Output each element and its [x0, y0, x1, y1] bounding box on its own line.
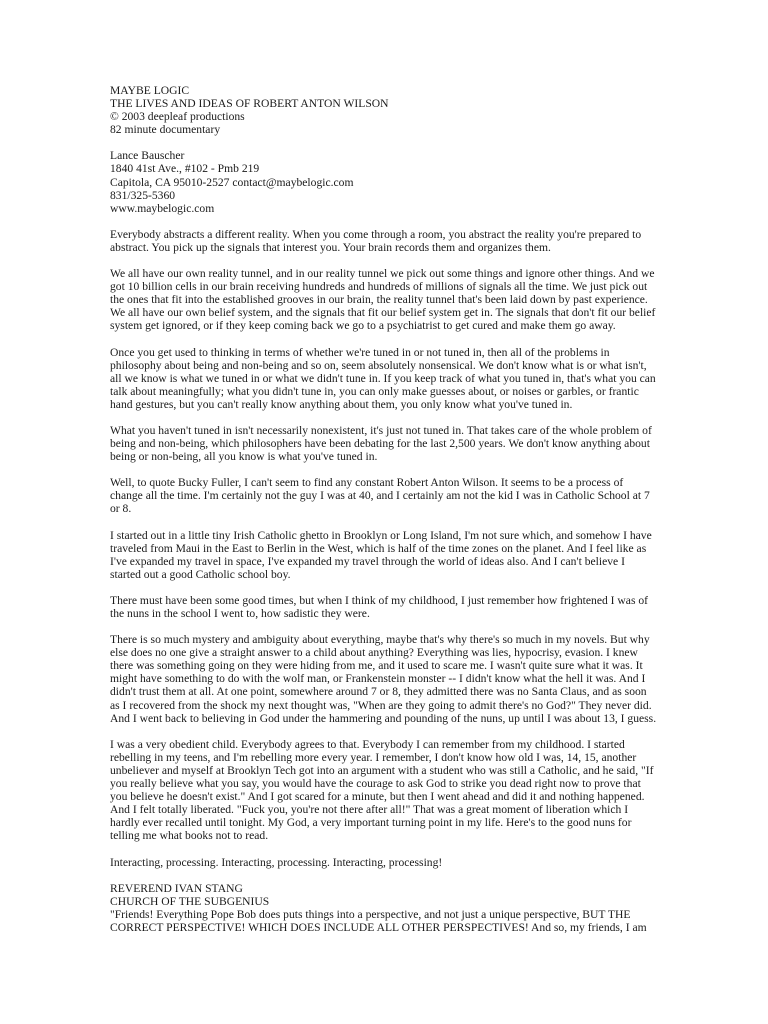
body-text	[110, 228, 658, 869]
contact-name: Lance Bauscher	[110, 149, 185, 163]
contact-phone: 831/325-5360	[110, 188, 176, 202]
contact-website: www.maybelogic.com	[110, 201, 215, 215]
copyright-line: © 2003 deepleaf productions	[110, 110, 245, 124]
speaker-organization: CHURCH OF THE SUBGENIUS	[110, 894, 270, 908]
paragraph: What you haven't tuned in isn't necessarily nonexistent, it's just not tuned in. That takes care of the whole problem of being and non-being, which philosophers have been debating for the last 2,500 years. We don't know anything about being or non-being, all you know is what you've tuned in.	[110, 423, 652, 464]
document-subtitle: THE LIVES AND IDEAS OF ROBERT ANTON WILSON	[110, 97, 389, 111]
paragraph: Once you get used to thinking in terms of whether we're tuned in or not tuned in, then all of the problems in philosophy about being and non-being and so on, seem absolutely nonsensical. We don't know what is or what isn't, all we know is what we tuned in or what we didn't tune in. If you keep track of what you tuned in, that's what you can talk about meaningfully; what you didn't tune in, you can only make guesses about, or noises or garbles, or frantic hand gestures, but you can't really know anything about them, you only know what you've tuned in.	[110, 345, 656, 411]
contact-address-2: Capitola, CA 95010-2527 contact@maybelogic.com	[110, 175, 354, 189]
paragraph: I was a very obedient child. Everybody agrees to that. Everybody I can remember from my childhood. I started rebelling in my teens, and I'm rebelling more every year. I remember, I don't know how old I was, 14, 15, another unbeliever and myself at Brooklyn Tech got into an argument with a student who was still a Catholic, and he said, "If you really believe what you say, you would have the courage to ask God to strike you dead right now to prove that you believe he doesn't exist." And I got scared for a minute, but then I went ahead and did it and nothing happened. And I felt totally liberated. "Fuck you, you're not there after all!" That was a great moment of liberation which I hardly ever recalled until tonight. My God, a very important turning point in my life. Here's to the good nuns for telling me what books not to read.	[110, 737, 654, 843]
paragraph: Well, to quote Bucky Fuller, I can't seem to find any constant Robert Anton Wilson. It seems to be a process of change all the time. I'm certainly not the guy I was at 40, and I certainly am not the kid I was in Catholic School at 7 or 8.	[110, 476, 650, 516]
paragraph: Interacting, processing. Interacting, processing. Interacting, processing!	[110, 855, 443, 869]
paragraph: There is so much mystery and ambiguity about everything, maybe that's why there's so much in my novels. But why else does no one give a straight answer to a child about anything? Everything was lies, hypocrisy, evasion. I knew there was something going on they were hiding from me, and it used to scare me. I wasn't quite sure what it was. It might have something to do with the wolf man, or Frankenstein monster -- I didn't know what the hell it was. And I didn't trust them at all. At one point, somewhere around 7 or 8, they admitted there was no Santa Claus, and as soon as I recovered from the shock my next thought was, "When are they going to admit there's no God?" They never did. And I went back to believing in God under the hammering and pounding of the nuns, up until I was about 13, I guess.	[110, 633, 657, 725]
document-page	[110, 84, 658, 947]
contact-block	[110, 149, 658, 214]
document-title: MAYBE LOGIC	[110, 84, 190, 97]
speaker-name: REVEREND IVAN STANG	[110, 881, 243, 895]
runtime-line: 82 minute documentary	[110, 123, 221, 137]
speaker-block	[110, 882, 658, 908]
quote-paragraph: "Friends! Everything Pope Bob does puts things into a perspective, and not just a unique perspective, BUT THE CORRECT PERSPECTIVE! WHICH DOES INCLUDE ALL OTHER PERSPECTIVES! And so, my friends, I am	[110, 907, 647, 934]
paragraph: We all have our own reality tunnel, and in our reality tunnel we pick out some things and ignore other things. And we got 10 billion cells in our brain receiving hundreds and hundreds of millions of signals all the time. We just pick out the ones that fit into the established grooves in our brain, the reality tunnel that's been laid down by past experience. We all have our own belief system, and the signals that fit our belief system get in. The signals that don't fit our belief system get ignored, or if they keep coming back we go to a psychiatrist to get cured and make them go away.	[110, 267, 656, 333]
header-block	[110, 84, 658, 136]
paragraph: Everybody abstracts a different reality. When you come through a room, you abstract the reality you're prepared to abstract. You pick up the signals that interest you. Your brain records them and organizes them.	[110, 227, 642, 254]
paragraph: There must have been some good times, but when I think of my childhood, I just remember how frightened I was of the nuns in the school I went to, how sadistic they were.	[110, 593, 649, 620]
contact-address-1: 1840 41st Ave., #102 - Pmb 219	[110, 162, 260, 176]
paragraph: I started out in a little tiny Irish Catholic ghetto in Brooklyn or Long Island, I'm not sure which, and somehow I have traveled from Maui in the East to Berlin in the West, which is half of the time zones on the planet. And I feel like as I've expanded my travel in space, I've expanded my travel through the world of ideas also. And I can't believe I started out a good Catholic school boy.	[110, 528, 652, 581]
